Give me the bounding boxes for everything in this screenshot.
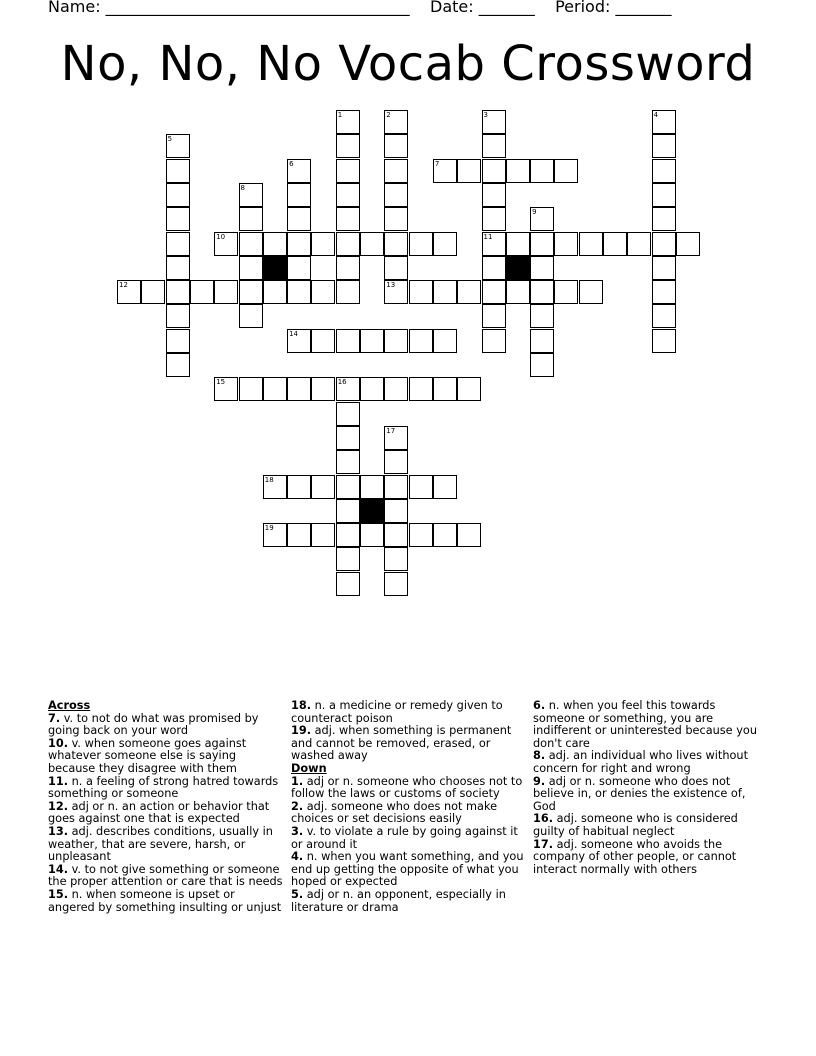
grid-cell[interactable] [336, 280, 360, 304]
clue-across-19: 19. adj. when something is permanent and cannot be removed, erased, or washed away [291, 724, 512, 763]
grid-cell[interactable] [384, 329, 408, 353]
grid-cell[interactable] [336, 134, 360, 158]
grid-cell[interactable] [384, 377, 408, 401]
grid-cell[interactable] [652, 256, 676, 280]
grid-cell[interactable] [190, 280, 214, 304]
clue-number: 8 [240, 183, 245, 192]
grid-cell[interactable] [214, 232, 238, 256]
grid-cell[interactable] [384, 450, 408, 474]
grid-cell[interactable] [166, 329, 190, 353]
clue-down-8: 8. adj. an individual who lives without concern for right and wrong [533, 749, 749, 775]
grid-cell[interactable] [287, 183, 311, 207]
clue-across-18: 18. n. a medicine or remedy given to counteract poison [291, 699, 503, 725]
clue-across-7: 7. v. to not do what was promised by going back on your word [48, 711, 259, 738]
grid-cell[interactable] [263, 232, 287, 256]
grid-cell[interactable] [239, 280, 263, 304]
clue-number: 15 [216, 378, 226, 387]
grid-cell[interactable] [409, 523, 433, 547]
grid-cell[interactable] [166, 183, 190, 207]
grid-cell[interactable] [409, 280, 433, 304]
grid-cell[interactable] [652, 304, 676, 328]
clue-down-1: 1. adj or n. someone who chooses not to follow the laws or customs of society [291, 774, 523, 801]
grid-cell[interactable] [554, 280, 578, 304]
grid-cell[interactable] [336, 523, 360, 547]
grid-cell[interactable] [506, 232, 530, 256]
grid-cell[interactable] [482, 134, 506, 158]
grid-cell[interactable] [652, 183, 676, 207]
grid-cell[interactable] [482, 159, 506, 183]
grid-cell[interactable] [287, 256, 311, 280]
clue-number: 17 [386, 426, 396, 435]
grid-cell[interactable] [652, 207, 676, 231]
clue-across-12: 12. adj or n. an action or behavior that goes against one that is expected [48, 799, 270, 826]
clue-number: 10 [216, 232, 226, 241]
grid-cell[interactable] [409, 232, 433, 256]
clue-number: 4 [653, 111, 659, 119]
grid-cell[interactable] [384, 110, 408, 134]
grid-cell[interactable] [457, 523, 481, 547]
down-heading: Down [291, 761, 327, 775]
grid-cell[interactable] [384, 232, 408, 256]
clue-across-13: 13. adj. describes conditions, usually in weather, that are severe, harsh, or unpleasant [48, 824, 273, 864]
grid-cell[interactable] [239, 377, 263, 401]
grid-cell[interactable] [676, 232, 700, 256]
grid-cell[interactable] [652, 159, 676, 183]
grid-cell[interactable] [482, 280, 506, 304]
grid-cell[interactable] [482, 207, 506, 231]
grid-cell[interactable] [579, 232, 603, 256]
grid-cell[interactable] [117, 280, 141, 304]
clue-down-3: 3. v. to violate a rule by going against it or around it [291, 824, 518, 851]
grid-cell[interactable] [263, 280, 287, 304]
clue-down-5: 5. adj or n. an opponent, especially in literature or drama [291, 887, 506, 914]
grid-cell[interactable] [166, 134, 190, 158]
grid-cell[interactable] [433, 329, 457, 353]
grid-cell[interactable] [336, 207, 360, 231]
clue-number: 9 [532, 208, 537, 217]
grid-cell[interactable] [433, 475, 457, 499]
grid-cell[interactable] [166, 280, 190, 304]
clues-column-1 [48, 700, 284, 914]
grid-cell[interactable] [287, 159, 311, 183]
grid-cell[interactable] [482, 256, 506, 280]
grid-cell[interactable] [554, 232, 578, 256]
grid-cell[interactable] [336, 183, 360, 207]
grid-cell[interactable] [554, 159, 578, 183]
grid-cell[interactable] [336, 426, 360, 450]
clue-down-9: 9. adj or n. someone who does not believe in, or denies the existence of, God [533, 774, 746, 813]
clue-down-2: 2. adj. someone who does not make choices or set decisions easily [291, 799, 498, 826]
clue-number: 2 [386, 111, 391, 119]
clues-column-2 [291, 700, 525, 914]
header-line: Name: ______________________________________ Date: _______ Period: _______ [48, 0, 672, 16]
grid-cell[interactable] [166, 353, 190, 377]
grid-cell[interactable] [214, 377, 238, 401]
grid-cell[interactable] [384, 547, 408, 571]
grid-cell[interactable] [214, 280, 238, 304]
grid-cell[interactable] [263, 523, 287, 547]
clue-across-10: 10. v. when someone goes against whatever someone else is saying because they disagree with them [48, 736, 247, 775]
clue-number: 18 [264, 475, 274, 484]
clue-number: 16 [337, 378, 347, 387]
grid-cell[interactable] [239, 256, 263, 280]
grid-cell[interactable] [530, 232, 554, 256]
clue-across-14: 14. v. to not give something or someone the proper attention or care that is needs [48, 862, 283, 889]
grid-cell[interactable] [652, 232, 676, 256]
grid-cell[interactable] [384, 426, 408, 450]
grid-cell[interactable] [311, 523, 335, 547]
grid-cell[interactable] [166, 207, 190, 231]
grid-cell[interactable] [311, 232, 335, 256]
grid-cell[interactable] [384, 499, 408, 523]
grid-cell[interactable] [530, 280, 554, 304]
grid-cell[interactable] [530, 207, 554, 231]
grid-cell[interactable] [506, 280, 530, 304]
clue-number: 12 [119, 281, 128, 290]
grid-cell[interactable] [336, 110, 360, 134]
grid-cell[interactable] [239, 207, 263, 231]
grid-cell[interactable] [433, 232, 457, 256]
grid-cell[interactable] [166, 256, 190, 280]
grid-cell[interactable] [311, 329, 335, 353]
grid-cell[interactable] [360, 232, 384, 256]
grid-cell[interactable] [579, 280, 603, 304]
clues-column-3 [533, 700, 767, 876]
grid-cell[interactable] [530, 159, 554, 183]
grid-cell[interactable] [433, 159, 457, 183]
grid-cell[interactable] [530, 304, 554, 328]
grid-cell[interactable] [457, 377, 481, 401]
grid-cell[interactable] [482, 110, 506, 134]
grid-cell[interactable] [141, 280, 165, 304]
clue-number: 11 [483, 232, 493, 241]
clue-number: 13 [386, 281, 396, 290]
clue-number: 7 [434, 159, 440, 168]
grid-cell[interactable] [287, 280, 311, 304]
grid-cell[interactable] [482, 232, 506, 256]
grid-cell[interactable] [287, 232, 311, 256]
grid-cell[interactable] [336, 232, 360, 256]
grid-cell[interactable] [457, 280, 481, 304]
grid-cell[interactable] [239, 304, 263, 328]
clue-down-4: 4. n. when you want something, and you end up getting the opposite of what you hoped or expected [291, 850, 524, 889]
clue-across-11: 11. n. a feeling of strong hatred towards something or someone [48, 774, 279, 801]
grid-cell[interactable] [384, 523, 408, 547]
clue-number: 1 [337, 111, 343, 119]
grid-cell[interactable] [360, 475, 384, 499]
black-square [263, 256, 287, 280]
clue-number: 6 [289, 159, 294, 168]
grid-cell[interactable] [263, 475, 287, 499]
grid-cell[interactable] [336, 547, 360, 571]
clue-number: 14 [289, 329, 299, 338]
grid-cell[interactable] [166, 159, 190, 183]
grid-cell[interactable] [166, 232, 190, 256]
grid-cell[interactable] [506, 159, 530, 183]
grid-cell[interactable] [384, 183, 408, 207]
grid-cell[interactable] [287, 475, 311, 499]
grid-cell[interactable] [652, 110, 676, 134]
grid-cell[interactable] [360, 377, 384, 401]
grid-cell[interactable] [336, 329, 360, 353]
grid-cell[interactable] [336, 475, 360, 499]
grid-cell[interactable] [384, 256, 408, 280]
grid-cell[interactable] [409, 475, 433, 499]
grid-cell[interactable] [311, 377, 335, 401]
grid-cell[interactable] [336, 402, 360, 426]
grid-cell[interactable] [409, 377, 433, 401]
grid-cell[interactable] [652, 134, 676, 158]
grid-cell[interactable] [336, 450, 360, 474]
grid-cell[interactable] [603, 232, 627, 256]
grid-cell[interactable] [652, 329, 676, 353]
grid-cell[interactable] [652, 280, 676, 304]
black-square [360, 499, 384, 523]
grid-cell[interactable] [530, 353, 554, 377]
grid-cell[interactable] [482, 329, 506, 353]
grid-cell[interactable] [336, 159, 360, 183]
grid-cell[interactable] [384, 572, 408, 596]
grid-cell[interactable] [482, 304, 506, 328]
clue-down-6: 6. n. when you feel this towards someone or something, you are indifferent or uninterested because you don't care [533, 699, 757, 750]
grid-cell[interactable] [263, 377, 287, 401]
page-title: No, No, No Vocab Crossword [60, 36, 756, 92]
clue-down-16: 16. adj. someone who is considered guilty of habitual neglect [533, 812, 738, 838]
grid-cell[interactable] [384, 207, 408, 231]
across-heading: Across [48, 699, 91, 712]
grid-cell[interactable] [360, 523, 384, 547]
grid-cell[interactable] [409, 329, 433, 353]
grid-cell[interactable] [239, 183, 263, 207]
grid-cell[interactable] [457, 159, 481, 183]
grid-cell[interactable] [287, 377, 311, 401]
grid-cell[interactable] [311, 475, 335, 499]
grid-cell[interactable] [530, 329, 554, 353]
black-square [506, 256, 530, 280]
grid-cell[interactable] [433, 280, 457, 304]
clue-across-15: 15. n. when someone is upset or angered by something insulting or unjust [48, 887, 282, 914]
grid-cell[interactable] [166, 304, 190, 328]
grid-cell[interactable] [360, 329, 384, 353]
grid-cell[interactable] [336, 377, 360, 401]
grid-cell[interactable] [433, 377, 457, 401]
grid-cell[interactable] [336, 256, 360, 280]
grid-cell[interactable] [433, 523, 457, 547]
grid-cell[interactable] [336, 499, 360, 523]
grid-cell[interactable] [384, 159, 408, 183]
clue-number: 19 [264, 524, 274, 533]
grid-cell[interactable] [482, 183, 506, 207]
clue-down-17: 17. adj. someone who avoids the company of other people, or cannot interact normally with others [533, 837, 737, 876]
grid-cell[interactable] [287, 207, 311, 231]
grid-cell[interactable] [384, 475, 408, 499]
grid-cell[interactable] [384, 134, 408, 158]
grid-cell[interactable] [239, 232, 263, 256]
grid-cell[interactable] [384, 280, 408, 304]
grid-cell[interactable] [336, 572, 360, 596]
clue-number: 5 [167, 135, 173, 144]
grid-cell[interactable] [311, 280, 335, 304]
grid-cell[interactable] [287, 329, 311, 353]
grid-cell[interactable] [627, 232, 651, 256]
clue-number: 3 [483, 111, 488, 119]
grid-cell[interactable] [530, 256, 554, 280]
grid-cell[interactable] [287, 523, 311, 547]
